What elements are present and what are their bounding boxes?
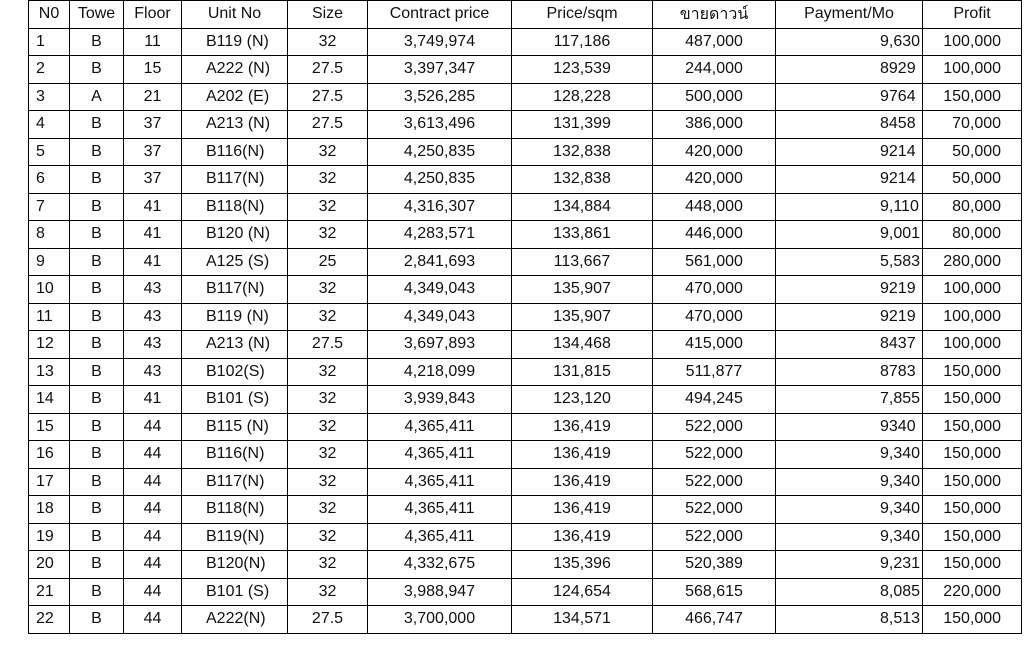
cell-payment-per-month: 9764 bbox=[776, 83, 923, 111]
cell-profit: 150,000 bbox=[923, 83, 1022, 111]
table-row bbox=[29, 331, 1022, 359]
cell-down-payment-sale: 420,000 bbox=[653, 166, 776, 194]
cell-no: 15 bbox=[29, 413, 70, 441]
cell-tower: B bbox=[70, 413, 124, 441]
table-row bbox=[29, 358, 1022, 386]
cell-floor: 15 bbox=[124, 56, 182, 84]
cell-unit-no: B120(N) bbox=[182, 551, 288, 579]
cell-unit-no: A202 (E) bbox=[182, 83, 288, 111]
cell-price-per-sqm: 131,399 bbox=[512, 111, 653, 139]
table-row bbox=[29, 276, 1022, 304]
cell-payment-per-month: 9,340 bbox=[776, 441, 923, 469]
cell-floor: 44 bbox=[124, 551, 182, 579]
cell-price-per-sqm: 135,396 bbox=[512, 551, 653, 579]
cell-profit: 150,000 bbox=[923, 358, 1022, 386]
cell-no: 16 bbox=[29, 441, 70, 469]
cell-tower: B bbox=[70, 193, 124, 221]
table-row bbox=[29, 606, 1022, 634]
cell-size: 32 bbox=[288, 551, 368, 579]
cell-unit-no: B118(N) bbox=[182, 193, 288, 221]
cell-price-per-sqm: 134,884 bbox=[512, 193, 653, 221]
cell-down-payment-sale: 522,000 bbox=[653, 441, 776, 469]
cell-floor: 44 bbox=[124, 496, 182, 524]
cell-tower: B bbox=[70, 496, 124, 524]
cell-no: 5 bbox=[29, 138, 70, 166]
cell-down-payment-sale: 466,747 bbox=[653, 606, 776, 634]
cell-price-per-sqm: 135,907 bbox=[512, 276, 653, 304]
cell-size: 32 bbox=[288, 303, 368, 331]
cell-size: 27.5 bbox=[288, 83, 368, 111]
cell-profit: 150,000 bbox=[923, 386, 1022, 414]
cell-size: 32 bbox=[288, 523, 368, 551]
cell-floor: 37 bbox=[124, 138, 182, 166]
cell-no: 4 bbox=[29, 111, 70, 139]
cell-tower: B bbox=[70, 578, 124, 606]
cell-price-per-sqm: 117,186 bbox=[512, 28, 653, 56]
header-profit: Profit bbox=[923, 1, 1022, 29]
cell-profit: 150,000 bbox=[923, 468, 1022, 496]
cell-unit-no: B119(N) bbox=[182, 523, 288, 551]
cell-tower: B bbox=[70, 138, 124, 166]
cell-payment-per-month: 8,085 bbox=[776, 578, 923, 606]
cell-profit: 70,000 bbox=[923, 111, 1022, 139]
cell-size: 27.5 bbox=[288, 111, 368, 139]
cell-contract-price: 4,365,411 bbox=[368, 496, 512, 524]
cell-tower: B bbox=[70, 111, 124, 139]
cell-contract-price: 4,365,411 bbox=[368, 413, 512, 441]
cell-profit: 100,000 bbox=[923, 56, 1022, 84]
table-row bbox=[29, 441, 1022, 469]
cell-payment-per-month: 9214 bbox=[776, 138, 923, 166]
cell-payment-per-month: 8,513 bbox=[776, 606, 923, 634]
header-payment-per-month: Payment/Mo bbox=[776, 1, 923, 29]
cell-price-per-sqm: 136,419 bbox=[512, 523, 653, 551]
cell-down-payment-sale: 522,000 bbox=[653, 413, 776, 441]
cell-profit: 150,000 bbox=[923, 551, 1022, 579]
cell-tower: A bbox=[70, 83, 124, 111]
cell-profit: 150,000 bbox=[923, 523, 1022, 551]
cell-unit-no: A213 (N) bbox=[182, 331, 288, 359]
cell-profit: 50,000 bbox=[923, 138, 1022, 166]
cell-floor: 43 bbox=[124, 331, 182, 359]
cell-down-payment-sale: 386,000 bbox=[653, 111, 776, 139]
cell-unit-no: B120 (N) bbox=[182, 221, 288, 249]
cell-floor: 37 bbox=[124, 166, 182, 194]
header-row bbox=[29, 1, 1022, 29]
cell-payment-per-month: 8437 bbox=[776, 331, 923, 359]
cell-size: 25 bbox=[288, 248, 368, 276]
cell-down-payment-sale: 511,877 bbox=[653, 358, 776, 386]
cell-tower: B bbox=[70, 221, 124, 249]
cell-price-per-sqm: 123,120 bbox=[512, 386, 653, 414]
cell-price-per-sqm: 135,907 bbox=[512, 303, 653, 331]
cell-contract-price: 3,397,347 bbox=[368, 56, 512, 84]
cell-price-per-sqm: 136,419 bbox=[512, 496, 653, 524]
cell-no: 11 bbox=[29, 303, 70, 331]
cell-unit-no: B115 (N) bbox=[182, 413, 288, 441]
cell-contract-price: 3,526,285 bbox=[368, 83, 512, 111]
table-row bbox=[29, 166, 1022, 194]
cell-contract-price: 4,250,835 bbox=[368, 166, 512, 194]
cell-no: 8 bbox=[29, 221, 70, 249]
cell-no: 22 bbox=[29, 606, 70, 634]
cell-contract-price: 3,700,000 bbox=[368, 606, 512, 634]
cell-price-per-sqm: 136,419 bbox=[512, 468, 653, 496]
cell-size: 32 bbox=[288, 276, 368, 304]
cell-no: 7 bbox=[29, 193, 70, 221]
table-row bbox=[29, 413, 1022, 441]
cell-tower: B bbox=[70, 276, 124, 304]
cell-price-per-sqm: 134,571 bbox=[512, 606, 653, 634]
cell-down-payment-sale: 415,000 bbox=[653, 331, 776, 359]
cell-contract-price: 2,841,693 bbox=[368, 248, 512, 276]
cell-unit-no: A213 (N) bbox=[182, 111, 288, 139]
cell-tower: B bbox=[70, 606, 124, 634]
cell-floor: 44 bbox=[124, 578, 182, 606]
cell-down-payment-sale: 568,615 bbox=[653, 578, 776, 606]
cell-down-payment-sale: 494,245 bbox=[653, 386, 776, 414]
cell-payment-per-month: 9,340 bbox=[776, 468, 923, 496]
cell-floor: 43 bbox=[124, 276, 182, 304]
cell-contract-price: 4,283,571 bbox=[368, 221, 512, 249]
cell-payment-per-month: 9340 bbox=[776, 413, 923, 441]
cell-tower: B bbox=[70, 358, 124, 386]
cell-price-per-sqm: 134,468 bbox=[512, 331, 653, 359]
cell-payment-per-month: 9214 bbox=[776, 166, 923, 194]
cell-down-payment-sale: 448,000 bbox=[653, 193, 776, 221]
cell-payment-per-month: 8929 bbox=[776, 56, 923, 84]
cell-contract-price: 4,365,411 bbox=[368, 523, 512, 551]
cell-payment-per-month: 9,340 bbox=[776, 496, 923, 524]
cell-tower: B bbox=[70, 331, 124, 359]
table-row bbox=[29, 138, 1022, 166]
cell-contract-price: 3,939,843 bbox=[368, 386, 512, 414]
table-row bbox=[29, 221, 1022, 249]
cell-floor: 37 bbox=[124, 111, 182, 139]
cell-unit-no: B117(N) bbox=[182, 468, 288, 496]
cell-payment-per-month: 8783 bbox=[776, 358, 923, 386]
cell-unit-no: B116(N) bbox=[182, 441, 288, 469]
cell-payment-per-month: 9,340 bbox=[776, 523, 923, 551]
cell-unit-no: B102(S) bbox=[182, 358, 288, 386]
cell-contract-price: 4,365,411 bbox=[368, 468, 512, 496]
cell-floor: 41 bbox=[124, 193, 182, 221]
cell-profit: 150,000 bbox=[923, 413, 1022, 441]
cell-down-payment-sale: 561,000 bbox=[653, 248, 776, 276]
cell-payment-per-month: 8458 bbox=[776, 111, 923, 139]
cell-profit: 100,000 bbox=[923, 276, 1022, 304]
cell-tower: B bbox=[70, 248, 124, 276]
cell-contract-price: 3,749,974 bbox=[368, 28, 512, 56]
cell-tower: B bbox=[70, 523, 124, 551]
cell-no: 3 bbox=[29, 83, 70, 111]
cell-floor: 21 bbox=[124, 83, 182, 111]
header-tower: Towe bbox=[70, 1, 124, 29]
cell-tower: B bbox=[70, 28, 124, 56]
cell-profit: 220,000 bbox=[923, 578, 1022, 606]
cell-tower: B bbox=[70, 551, 124, 579]
cell-no: 13 bbox=[29, 358, 70, 386]
cell-down-payment-sale: 470,000 bbox=[653, 303, 776, 331]
cell-payment-per-month: 9219 bbox=[776, 276, 923, 304]
cell-no: 12 bbox=[29, 331, 70, 359]
cell-profit: 50,000 bbox=[923, 166, 1022, 194]
table-header bbox=[29, 1, 1022, 29]
header-floor: Floor bbox=[124, 1, 182, 29]
header-size: Size bbox=[288, 1, 368, 29]
cell-payment-per-month: 9219 bbox=[776, 303, 923, 331]
cell-size: 32 bbox=[288, 358, 368, 386]
cell-contract-price: 4,365,411 bbox=[368, 441, 512, 469]
cell-price-per-sqm: 124,654 bbox=[512, 578, 653, 606]
cell-down-payment-sale: 522,000 bbox=[653, 496, 776, 524]
cell-unit-no: A125 (S) bbox=[182, 248, 288, 276]
table-row bbox=[29, 386, 1022, 414]
cell-price-per-sqm: 123,539 bbox=[512, 56, 653, 84]
cell-down-payment-sale: 522,000 bbox=[653, 468, 776, 496]
cell-tower: B bbox=[70, 303, 124, 331]
cell-price-per-sqm: 131,815 bbox=[512, 358, 653, 386]
cell-tower: B bbox=[70, 468, 124, 496]
cell-unit-no: B117(N) bbox=[182, 276, 288, 304]
cell-price-per-sqm: 132,838 bbox=[512, 138, 653, 166]
table-row bbox=[29, 468, 1022, 496]
header-down-payment-sale: ขายดาวน์ bbox=[653, 1, 776, 29]
cell-no: 14 bbox=[29, 386, 70, 414]
table-row bbox=[29, 111, 1022, 139]
cell-no: 9 bbox=[29, 248, 70, 276]
cell-size: 32 bbox=[288, 496, 368, 524]
cell-profit: 80,000 bbox=[923, 221, 1022, 249]
cell-size: 32 bbox=[288, 578, 368, 606]
cell-profit: 100,000 bbox=[923, 28, 1022, 56]
cell-tower: B bbox=[70, 441, 124, 469]
cell-size: 32 bbox=[288, 441, 368, 469]
cell-payment-per-month: 5,583 bbox=[776, 248, 923, 276]
cell-no: 17 bbox=[29, 468, 70, 496]
cell-unit-no: B119 (N) bbox=[182, 303, 288, 331]
cell-tower: B bbox=[70, 166, 124, 194]
table-row bbox=[29, 28, 1022, 56]
cell-unit-no: A222 (N) bbox=[182, 56, 288, 84]
cell-size: 32 bbox=[288, 386, 368, 414]
cell-contract-price: 4,250,835 bbox=[368, 138, 512, 166]
cell-contract-price: 4,349,043 bbox=[368, 276, 512, 304]
cell-price-per-sqm: 132,838 bbox=[512, 166, 653, 194]
cell-down-payment-sale: 522,000 bbox=[653, 523, 776, 551]
cell-floor: 41 bbox=[124, 221, 182, 249]
table-row bbox=[29, 303, 1022, 331]
cell-down-payment-sale: 420,000 bbox=[653, 138, 776, 166]
cell-size: 32 bbox=[288, 28, 368, 56]
cell-contract-price: 4,316,307 bbox=[368, 193, 512, 221]
cell-size: 27.5 bbox=[288, 606, 368, 634]
cell-size: 32 bbox=[288, 138, 368, 166]
cell-no: 21 bbox=[29, 578, 70, 606]
cell-floor: 41 bbox=[124, 248, 182, 276]
cell-unit-no: B118(N) bbox=[182, 496, 288, 524]
cell-down-payment-sale: 446,000 bbox=[653, 221, 776, 249]
cell-down-payment-sale: 500,000 bbox=[653, 83, 776, 111]
cell-price-per-sqm: 136,419 bbox=[512, 413, 653, 441]
cell-down-payment-sale: 470,000 bbox=[653, 276, 776, 304]
cell-down-payment-sale: 520,389 bbox=[653, 551, 776, 579]
cell-price-per-sqm: 128,228 bbox=[512, 83, 653, 111]
cell-floor: 43 bbox=[124, 358, 182, 386]
cell-floor: 11 bbox=[124, 28, 182, 56]
cell-floor: 41 bbox=[124, 386, 182, 414]
cell-no: 18 bbox=[29, 496, 70, 524]
cell-no: 20 bbox=[29, 551, 70, 579]
cell-payment-per-month: 9,630 bbox=[776, 28, 923, 56]
cell-down-payment-sale: 244,000 bbox=[653, 56, 776, 84]
cell-payment-per-month: 9,231 bbox=[776, 551, 923, 579]
cell-size: 32 bbox=[288, 413, 368, 441]
cell-unit-no: B101 (S) bbox=[182, 578, 288, 606]
table-row bbox=[29, 83, 1022, 111]
cell-price-per-sqm: 133,861 bbox=[512, 221, 653, 249]
cell-size: 32 bbox=[288, 193, 368, 221]
cell-unit-no: A222(N) bbox=[182, 606, 288, 634]
cell-price-per-sqm: 136,419 bbox=[512, 441, 653, 469]
header-contract-price: Contract price bbox=[368, 1, 512, 29]
cell-no: 1 bbox=[29, 28, 70, 56]
cell-floor: 44 bbox=[124, 468, 182, 496]
cell-size: 32 bbox=[288, 221, 368, 249]
cell-profit: 100,000 bbox=[923, 303, 1022, 331]
header-no: N0 bbox=[29, 1, 70, 29]
table-body bbox=[29, 28, 1022, 633]
table-row bbox=[29, 578, 1022, 606]
table-row bbox=[29, 248, 1022, 276]
cell-profit: 100,000 bbox=[923, 331, 1022, 359]
cell-unit-no: B101 (S) bbox=[182, 386, 288, 414]
cell-no: 19 bbox=[29, 523, 70, 551]
cell-unit-no: B119 (N) bbox=[182, 28, 288, 56]
cell-contract-price: 3,697,893 bbox=[368, 331, 512, 359]
table-row bbox=[29, 56, 1022, 84]
cell-no: 6 bbox=[29, 166, 70, 194]
cell-payment-per-month: 9,001 bbox=[776, 221, 923, 249]
cell-floor: 44 bbox=[124, 413, 182, 441]
cell-payment-per-month: 7,855 bbox=[776, 386, 923, 414]
table-row bbox=[29, 496, 1022, 524]
cell-contract-price: 3,988,947 bbox=[368, 578, 512, 606]
cell-floor: 44 bbox=[124, 441, 182, 469]
cell-payment-per-month: 9,110 bbox=[776, 193, 923, 221]
cell-no: 10 bbox=[29, 276, 70, 304]
cell-down-payment-sale: 487,000 bbox=[653, 28, 776, 56]
cell-size: 32 bbox=[288, 468, 368, 496]
cell-tower: B bbox=[70, 386, 124, 414]
cell-contract-price: 4,218,099 bbox=[368, 358, 512, 386]
cell-contract-price: 4,349,043 bbox=[368, 303, 512, 331]
cell-floor: 44 bbox=[124, 606, 182, 634]
cell-contract-price: 4,332,675 bbox=[368, 551, 512, 579]
cell-floor: 44 bbox=[124, 523, 182, 551]
cell-contract-price: 3,613,496 bbox=[368, 111, 512, 139]
cell-profit: 80,000 bbox=[923, 193, 1022, 221]
table-row bbox=[29, 523, 1022, 551]
cell-size: 27.5 bbox=[288, 331, 368, 359]
cell-floor: 43 bbox=[124, 303, 182, 331]
price-table bbox=[28, 0, 1022, 634]
cell-size: 32 bbox=[288, 166, 368, 194]
cell-unit-no: B117(N) bbox=[182, 166, 288, 194]
cell-unit-no: B116(N) bbox=[182, 138, 288, 166]
table-row bbox=[29, 193, 1022, 221]
cell-profit: 150,000 bbox=[923, 441, 1022, 469]
header-unit-no: Unit No bbox=[182, 1, 288, 29]
cell-profit: 280,000 bbox=[923, 248, 1022, 276]
table-row bbox=[29, 551, 1022, 579]
cell-price-per-sqm: 113,667 bbox=[512, 248, 653, 276]
cell-no: 2 bbox=[29, 56, 70, 84]
cell-size: 27.5 bbox=[288, 56, 368, 84]
header-price-per-sqm: Price/sqm bbox=[512, 1, 653, 29]
cell-tower: B bbox=[70, 56, 124, 84]
cell-profit: 150,000 bbox=[923, 496, 1022, 524]
cell-profit: 150,000 bbox=[923, 606, 1022, 634]
